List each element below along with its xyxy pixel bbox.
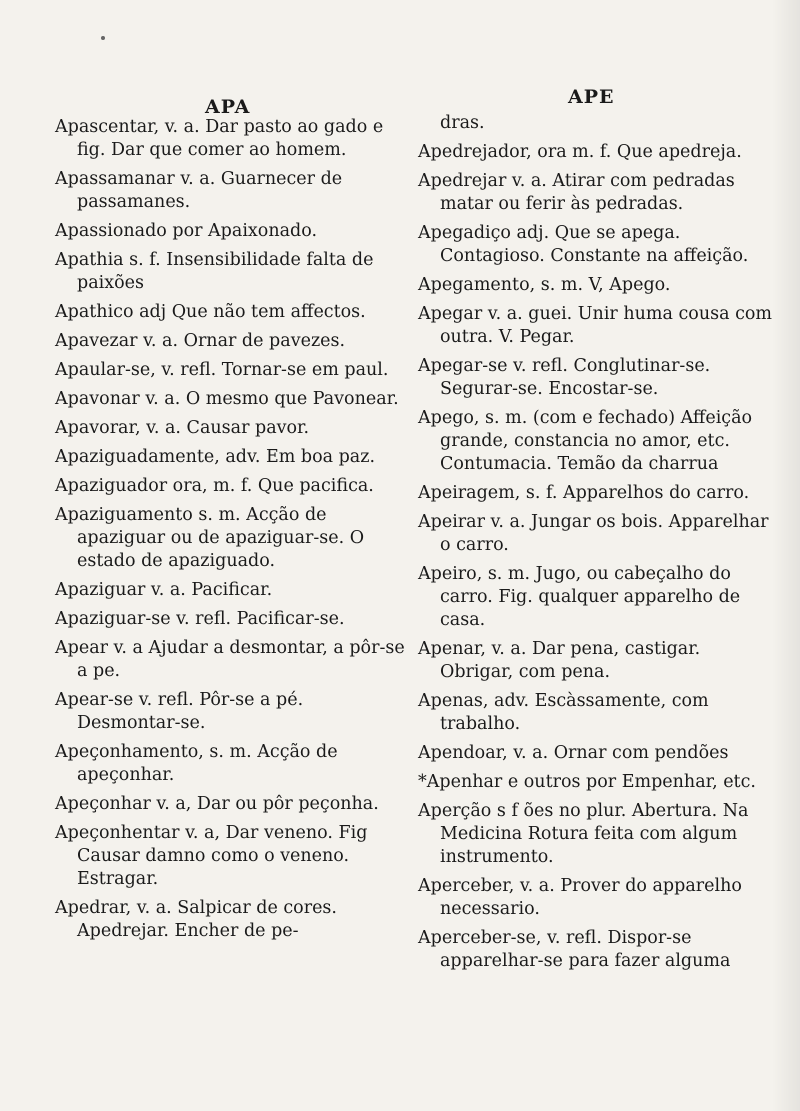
dictionary-entry: Apaular-se, v. refl. Tornar-se em paul. xyxy=(55,360,389,380)
dictionary-entry: Apegamento, s. m. V, Apego. xyxy=(418,275,671,295)
dictionary-entry: Apassionado por Apaixonado. xyxy=(55,221,318,241)
dictionary-entry: Apathia s. f. Insensibilidade falta de paixões xyxy=(55,250,374,293)
dictionary-entry: Apassamanar v. a. Guarnecer de passamanes. xyxy=(55,169,343,212)
dictionary-entry: Apegadiço adj. Que se apega. Contagioso. Constante na affeição. xyxy=(418,223,749,266)
dictionary-entry: Apaziguamento s. m. Acção de apaziguar ou de apaziguar-se. O estado de apaziguado. xyxy=(55,505,365,571)
right-entries xyxy=(418,112,773,979)
dictionary-entry: Apegar-se v. refl. Conglutinar-se. Segurar-se. Encostar-se. xyxy=(418,356,711,399)
dictionary-entry: Apaziguar-se v. refl. Pacificar-se. xyxy=(55,609,345,629)
dictionary-entry: Apathico adj Que não tem affectos. xyxy=(55,302,366,322)
dictionary-entry: Apascentar, v. a. Dar pasto ao gado e fig. Dar que comer ao homem. xyxy=(55,117,384,160)
dictionary-entry: Apeçonhamento, s. m. Acção de apeçonhar. xyxy=(55,742,338,785)
dictionary-entry: Apaziguadamente, adv. Em boa paz. xyxy=(55,447,376,467)
dictionary-entry: *Apenhar e outros por Empenhar, etc. xyxy=(418,772,756,792)
dictionary-entry: Aperceber, v. a. Prover do apparelho necessario. xyxy=(418,876,742,919)
left-running-head: APA xyxy=(205,96,251,118)
dictionary-entry: Apeçonhentar v. a, Dar veneno. Fig Causar damno como o veneno. Estragar. xyxy=(55,823,368,889)
dictionary-entry: Apegar v. a. guei. Unir huma cousa com outra. V. Pegar. xyxy=(418,304,772,347)
dictionary-entry: Apeiragem, s. f. Apparelhos do carro. xyxy=(418,483,750,503)
dictionary-entry: Apavonar v. a. O mesmo que Pavonear. xyxy=(55,389,399,409)
right-running-head: APE xyxy=(568,86,615,108)
dictionary-entry: Apedrar, v. a. Salpicar de cores. Apedrejar. Encher de pe- xyxy=(55,898,337,941)
dictionary-entry: dras. xyxy=(440,113,485,133)
left-entries xyxy=(55,116,405,949)
dictionary-entry: Apeiro, s. m. Jugo, ou cabeçalho do carro. Fig. qualquer apparelho de casa. xyxy=(418,564,741,630)
page-edge-shadow xyxy=(772,0,800,1111)
dictionary-entry: Apenar, v. a. Dar pena, castigar. Obrigar, com pena. xyxy=(418,639,701,682)
dictionary-entry: Apaziguar v. a. Pacificar. xyxy=(55,580,273,600)
dictionary-entry: Apeirar v. a. Jungar os bois. Apparelhar o carro. xyxy=(418,512,769,555)
ink-speck xyxy=(101,36,105,40)
dictionary-entry: Apedrejador, ora m. f. Que apedreja. xyxy=(418,142,742,162)
dictionary-entry: Apedrejar v. a. Atirar com pedradas matar ou ferir às pedradas. xyxy=(418,171,735,214)
dictionary-entry: Apego, s. m. (com e fechado) Affeição grande, constancia no amor, etc. Contumacia. Temão da charrua xyxy=(418,408,753,474)
dictionary-entry: Apear-se v. refl. Pôr-se a pé. Desmontar-se. xyxy=(55,690,304,733)
dictionary-entry: Aperção s f ões no plur. Abertura. Na Medicina Rotura feita com algum instrumento. xyxy=(418,801,749,867)
dictionary-entry: Apaziguador ora, m. f. Que pacifica. xyxy=(55,476,374,496)
dictionary-entry: Apear v. a Ajudar a desmontar, a pôr-se a pe. xyxy=(55,638,405,681)
dictionary-entry: Apenas, adv. Escàssamente, com trabalho. xyxy=(418,691,709,734)
dictionary-entry: Apavorar, v. a. Causar pavor. xyxy=(55,418,310,438)
dictionary-entry: Apendoar, v. a. Ornar com pendões xyxy=(418,743,729,763)
dictionary-entry: Apeçonhar v. a, Dar ou pôr peçonha. xyxy=(55,794,379,814)
dictionary-entry: Apavezar v. a. Ornar de pavezes. xyxy=(55,331,346,351)
dictionary-entry: Aperceber-se, v. refl. Dispor-se apparelhar-se para fazer alguma xyxy=(418,928,731,971)
